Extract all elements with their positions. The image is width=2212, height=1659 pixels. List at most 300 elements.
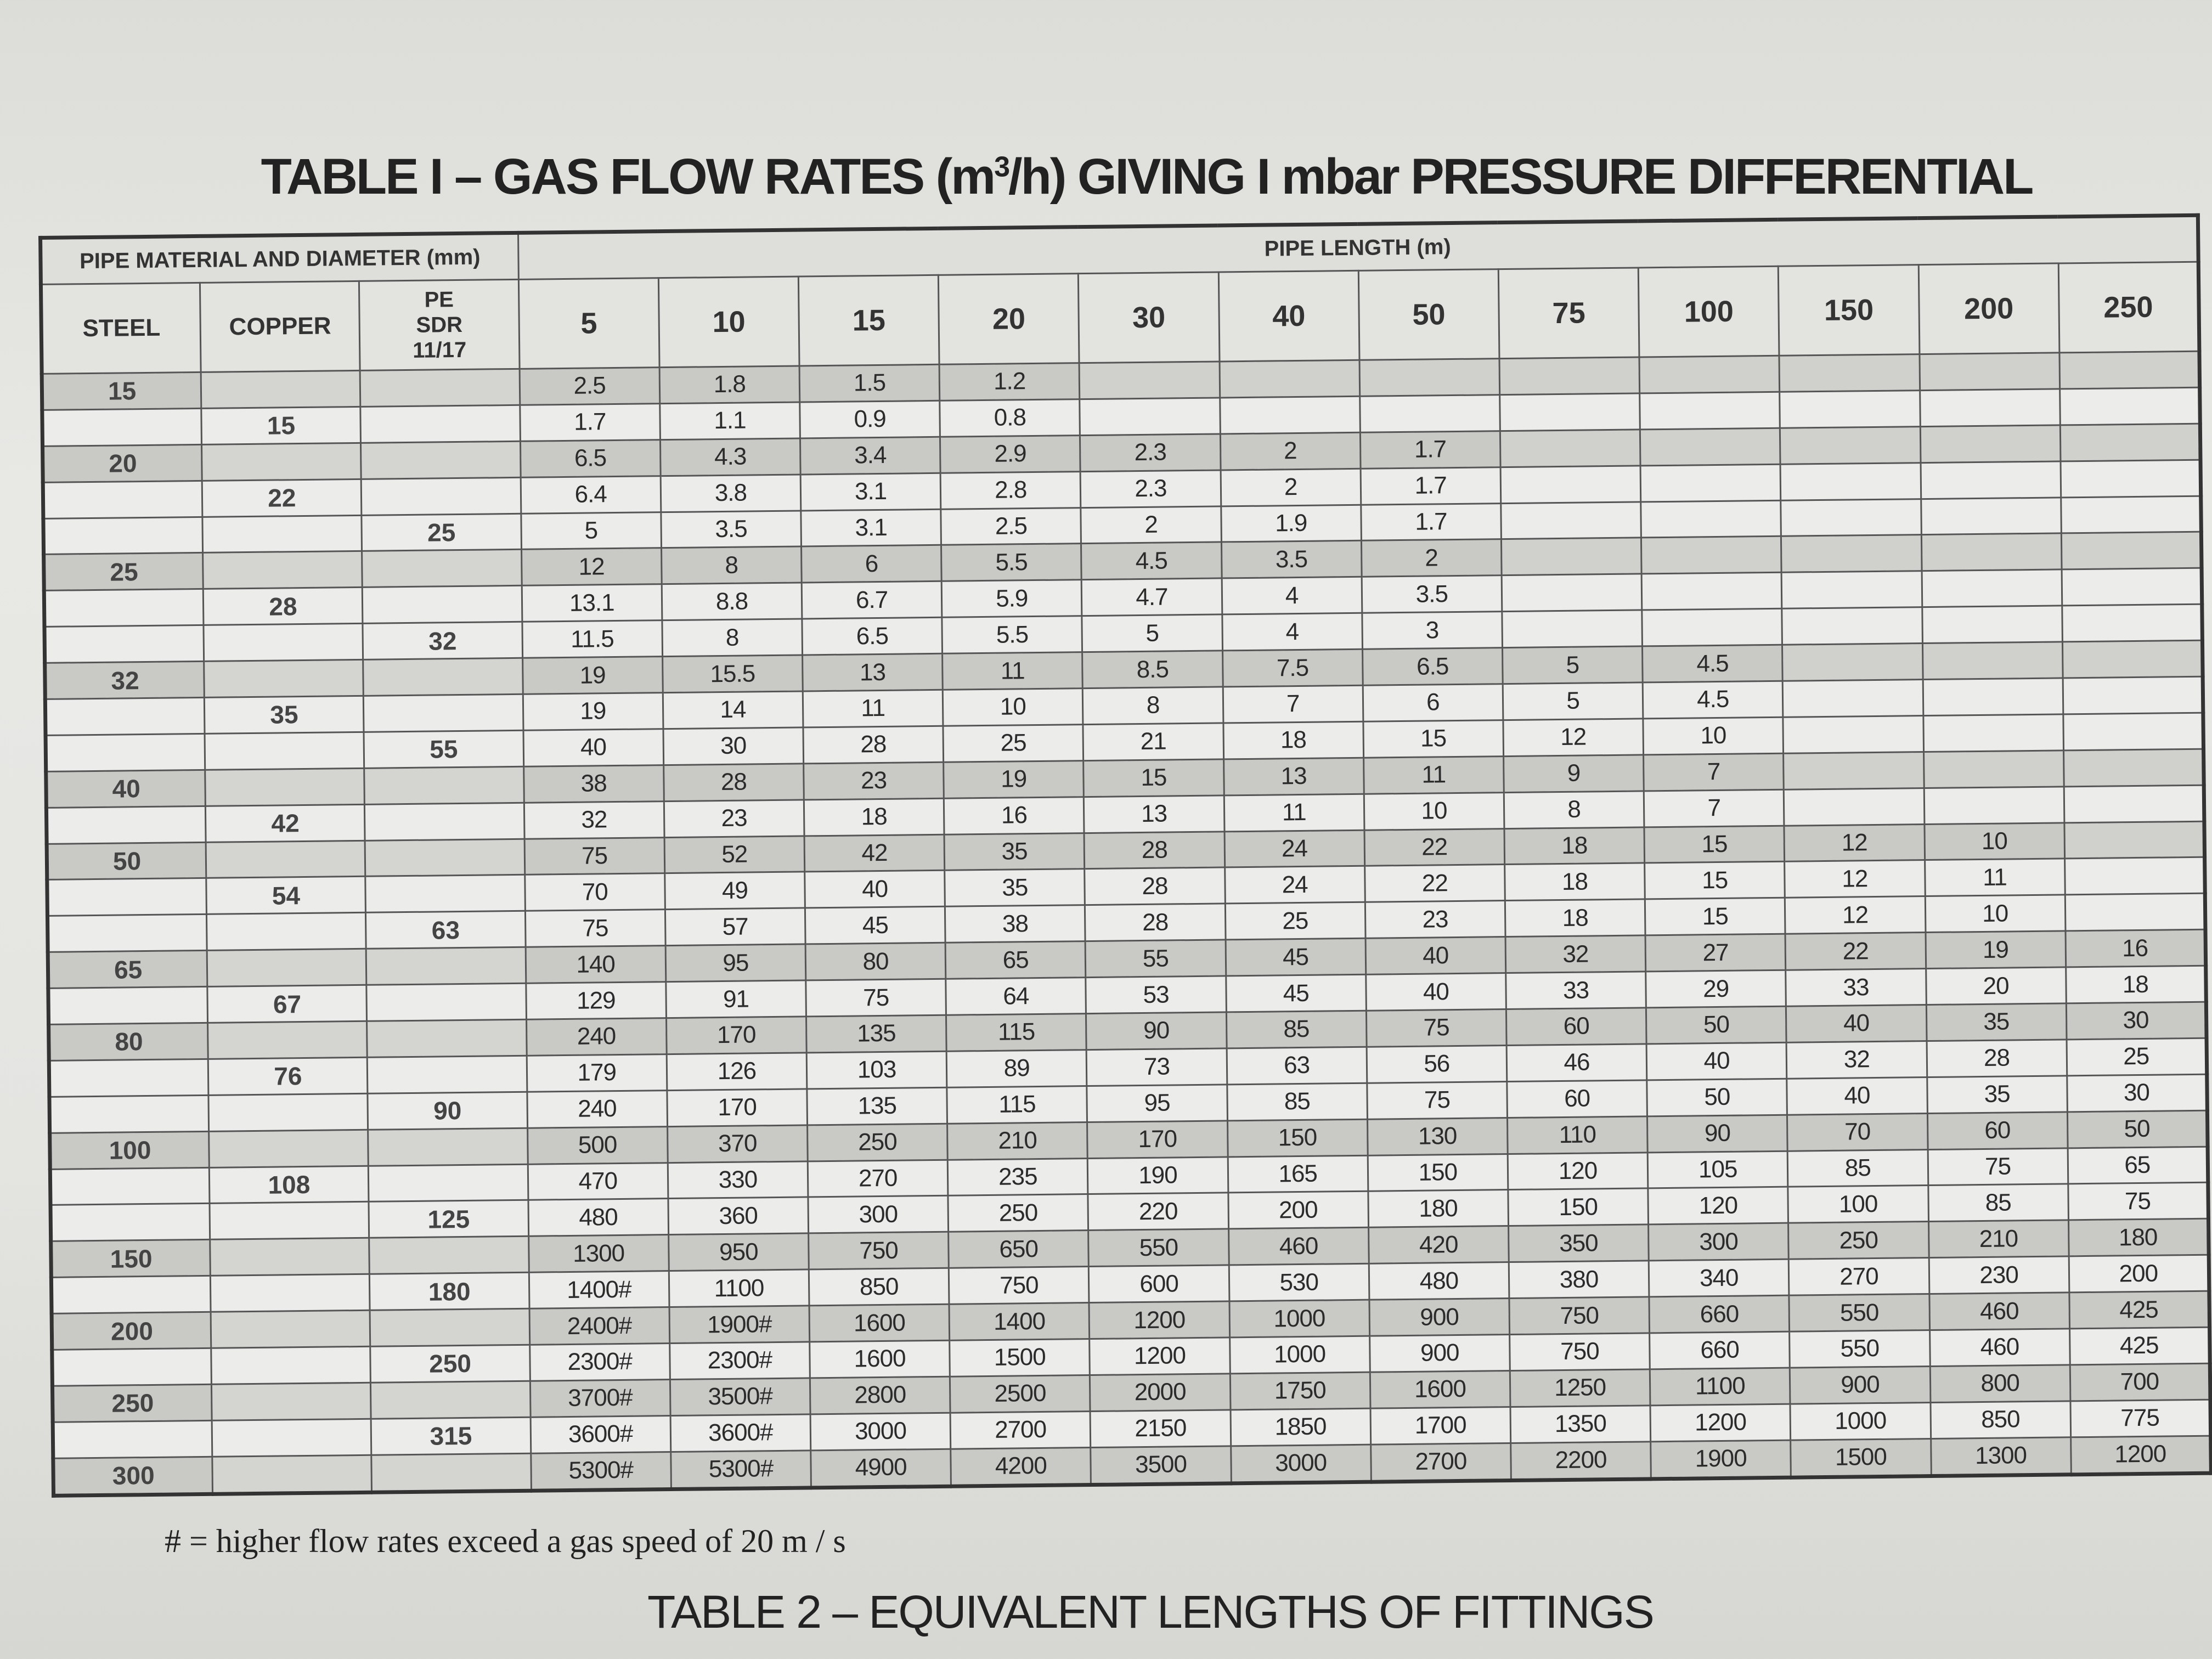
- flow-rate-cell: 180: [2068, 1219, 2209, 1257]
- pe-diameter-cell: [367, 1019, 527, 1057]
- flow-rate-cell: [1499, 357, 1640, 395]
- flow-rate-cell: 330: [668, 1161, 808, 1199]
- flow-rate-cell: 4.5: [1643, 645, 1783, 682]
- steel-diameter-cell: [43, 481, 202, 518]
- flow-rate-cell: 170: [1087, 1121, 1228, 1159]
- flow-rate-cell: 90: [1086, 1012, 1227, 1050]
- flow-rate-cell: 32: [524, 801, 664, 839]
- flow-rate-cell: 1750: [1230, 1372, 1370, 1410]
- length-header-100m: 100: [1638, 266, 1779, 357]
- flow-rate-cell: [1923, 714, 2063, 752]
- flow-rate-cell: 33: [1786, 969, 1926, 1007]
- flow-rate-cell: 115: [947, 1086, 1087, 1124]
- flow-rate-cell: 55: [1085, 940, 1226, 978]
- steel-diameter-cell: 15: [42, 372, 201, 410]
- copper-diameter-cell: 15: [201, 407, 361, 444]
- steel-diameter-cell: [51, 1276, 211, 1314]
- flow-rate-cell: 180: [1368, 1190, 1509, 1228]
- steel-diameter-cell: 200: [52, 1312, 211, 1350]
- flow-rate-cell: 60: [1507, 1080, 1647, 1118]
- flow-rate-cell: 6.5: [802, 618, 943, 656]
- flow-rate-cell: [1780, 426, 1921, 464]
- flow-rate-cell: [1500, 466, 1641, 504]
- flow-rate-cell: 22: [1785, 933, 1926, 970]
- flow-rate-cell: 1850: [1231, 1408, 1371, 1446]
- flow-rate-cell: [2059, 387, 2200, 425]
- flow-rate-cell: 3.4: [800, 437, 940, 475]
- copper-diameter-cell: [211, 1310, 370, 1348]
- flow-rate-cell: [1782, 607, 1922, 645]
- flow-rate-cell: [1922, 569, 2062, 607]
- flow-rate-cell: 2: [1220, 432, 1361, 470]
- flow-rate-cell: [1780, 390, 1920, 428]
- flow-rate-cell: 1.2: [939, 363, 1080, 401]
- flow-rate-cell: 1.5: [799, 364, 940, 402]
- flow-rate-cell: 950: [668, 1233, 809, 1271]
- flow-rate-cell: [1640, 464, 1781, 502]
- flow-rate-cell: 28: [1085, 867, 1225, 905]
- pe-diameter-cell: [369, 1237, 529, 1274]
- flow-rate-cell: [1639, 356, 1780, 393]
- flow-rate-cell: 32: [1786, 1041, 1927, 1079]
- pe-diameter-cell: [365, 803, 524, 840]
- copper-diameter-cell: 108: [210, 1166, 369, 1204]
- flow-rate-cell: 750: [1510, 1333, 1650, 1371]
- flow-rate-cell: 33: [1506, 972, 1646, 1009]
- flow-rate-cell: [1640, 428, 1780, 466]
- flow-rate-cell: 2300#: [529, 1344, 670, 1381]
- flow-rate-cell: 12: [1784, 824, 1925, 862]
- flow-rate-cell: [1641, 573, 1782, 611]
- flow-rate-cell: 3.1: [800, 473, 941, 511]
- flow-rate-cell: 3000: [810, 1413, 951, 1451]
- flow-rate-cell: [1359, 395, 1500, 433]
- flow-rate-cell: 8.5: [1082, 651, 1223, 689]
- flow-rate-cell: 18: [1505, 863, 1645, 901]
- flow-rate-cell: 1.7: [1361, 503, 1502, 541]
- flow-rate-cell: 850: [1930, 1401, 2070, 1439]
- steel-diameter-cell: 25: [44, 553, 204, 591]
- flow-rate-cell: [1920, 425, 2061, 463]
- flow-rate-cell: 5300#: [671, 1451, 811, 1489]
- flow-rate-cell: 2.3: [1080, 470, 1221, 508]
- flow-rate-cell: 550: [1088, 1229, 1229, 1267]
- steel-diameter-cell: [47, 878, 207, 916]
- flow-rate-cell: [1921, 533, 2062, 571]
- pe-diameter-cell: [368, 1056, 527, 1093]
- flow-rate-cell: 210: [1928, 1220, 2069, 1258]
- steel-diameter-cell: [53, 1420, 212, 1458]
- flow-rate-cell: 2400#: [529, 1307, 670, 1345]
- flow-rate-cell: 4.3: [660, 438, 800, 476]
- flow-rate-cell: 5: [521, 512, 661, 550]
- flow-rate-cell: [1501, 502, 1641, 540]
- flow-rate-cell: 85: [1227, 1083, 1367, 1121]
- flow-rate-cell: 530: [1229, 1263, 1369, 1301]
- flow-rate-cell: 12: [1503, 719, 1644, 757]
- flow-rate-cell: 1000: [1229, 1336, 1370, 1374]
- flow-rate-cell: 425: [2069, 1291, 2210, 1329]
- flow-rate-cell: 550: [1789, 1294, 1929, 1332]
- flow-rate-cell: 45: [1226, 938, 1366, 976]
- flow-rate-cell: 19: [523, 693, 663, 731]
- flow-rate-cell: 350: [1508, 1224, 1649, 1262]
- flow-rate-cell: 480: [528, 1199, 669, 1237]
- flow-rate-cell: 2.8: [940, 471, 1081, 509]
- steel-diameter-cell: [42, 408, 202, 446]
- flow-rate-cell: 40: [1787, 1077, 1927, 1115]
- flow-rate-cell: 46: [1506, 1044, 1647, 1082]
- flow-rate-cell: 11: [1363, 756, 1504, 794]
- pe-diameter-cell: [362, 477, 521, 515]
- flow-rate-cell: 1.7: [1360, 431, 1500, 469]
- flow-rate-cell: [1359, 359, 1500, 397]
- flow-rate-cell: 11.5: [522, 620, 663, 658]
- pe-diameter-cell: [364, 766, 524, 804]
- flow-rate-cell: 30: [663, 727, 804, 765]
- flow-rate-cell: 2500: [950, 1375, 1091, 1413]
- flow-rate-cell: 3.5: [661, 511, 802, 549]
- flow-rate-cell: 13.1: [522, 584, 662, 622]
- flow-rate-cell: 1500: [1791, 1438, 1931, 1477]
- length-header-50m: 50: [1358, 269, 1499, 360]
- flow-rate-cell: 1300: [1931, 1437, 2071, 1476]
- flow-rate-cell: 190: [1088, 1156, 1228, 1194]
- flow-rate-cell: 1.8: [659, 366, 800, 404]
- steel-column-header: STEEL: [41, 283, 201, 374]
- flow-rate-cell: [1642, 608, 1782, 646]
- flow-rate-cell: 4200: [951, 1447, 1091, 1486]
- flow-rate-cell: [2061, 532, 2202, 570]
- flow-rate-cell: 550: [1790, 1330, 1930, 1368]
- pe-diameter-cell: [363, 586, 522, 624]
- flow-rate-table-container: [38, 213, 2212, 1498]
- flow-rate-cell: 300: [808, 1196, 949, 1234]
- flow-rate-cell: 1000: [1229, 1300, 1370, 1338]
- pe-diameter-cell: 125: [369, 1200, 528, 1238]
- flow-rate-cell: 235: [947, 1158, 1088, 1196]
- flow-rate-cell: 8: [662, 619, 803, 657]
- flow-rate-cell: 75: [2068, 1183, 2208, 1221]
- flow-rate-cell: 600: [1089, 1265, 1229, 1303]
- flow-rate-cell: 4: [1222, 577, 1362, 615]
- flow-rate-cell: [1923, 678, 2063, 716]
- flow-rate-cell: 7.5: [1222, 649, 1363, 687]
- flow-rate-cell: 750: [1509, 1297, 1650, 1335]
- sdr-label: SDR: [416, 312, 463, 337]
- flow-rate-cell: 750: [809, 1232, 949, 1270]
- flow-rate-cell: 12: [1785, 896, 1926, 934]
- flow-rate-cell: 470: [528, 1163, 668, 1200]
- steel-diameter-cell: 300: [53, 1457, 213, 1496]
- length-header-10m: 10: [658, 276, 799, 368]
- pe-diameter-cell: [365, 839, 524, 877]
- flow-rate-cell: 11: [943, 652, 1083, 690]
- flow-rate-cell: [1921, 497, 2061, 535]
- flow-rate-cell: 3: [1362, 612, 1503, 650]
- flow-rate-cell: 23: [664, 800, 804, 838]
- flow-rate-cell: [1501, 538, 1641, 575]
- flow-rate-cell: 65: [945, 941, 1086, 979]
- flow-rate-cell: [1500, 430, 1640, 467]
- pe-diameter-cell: 180: [370, 1273, 529, 1311]
- flow-rate-cell: 70: [1787, 1113, 1928, 1151]
- flow-rate-cell: 1600: [810, 1340, 950, 1378]
- flow-rate-cell: 2: [1221, 469, 1361, 506]
- flow-rate-cell: 28: [1084, 832, 1224, 870]
- flow-rate-cell: 6.4: [521, 476, 661, 514]
- copper-diameter-cell: 28: [203, 588, 363, 625]
- flow-rate-cell: 1250: [1510, 1369, 1650, 1407]
- flow-rate-cell: 170: [666, 1017, 806, 1054]
- flow-rate-cell: 1.7: [520, 404, 660, 442]
- flow-rate-cell: [1784, 788, 1925, 826]
- flow-rate-cell: 13: [1084, 795, 1224, 833]
- flow-rate-cell: 3600#: [531, 1415, 671, 1453]
- flow-rate-cell: 28: [663, 764, 804, 802]
- flow-rate-cell: 15: [1084, 759, 1224, 797]
- steel-diameter-cell: [50, 1204, 210, 1242]
- flow-rate-cell: 38: [945, 905, 1086, 943]
- length-header-75m: 75: [1498, 268, 1639, 359]
- flow-rate-cell: [1924, 787, 2064, 825]
- flow-rate-cell: 25: [2067, 1038, 2207, 1076]
- flow-rate-cell: 900: [1790, 1366, 1931, 1404]
- flow-rate-cell: 52: [664, 836, 805, 874]
- flow-rate-cell: 700: [2070, 1363, 2210, 1401]
- flow-rate-cell: 850: [809, 1268, 949, 1306]
- flow-rate-cell: 115: [946, 1014, 1087, 1052]
- flow-rate-cell: 75: [524, 837, 665, 875]
- copper-diameter-cell: 54: [206, 877, 366, 915]
- flow-rate-cell: [1641, 500, 1781, 538]
- flow-rate-cell: [1641, 537, 1782, 574]
- pe-diameter-cell: 63: [366, 911, 526, 949]
- flow-rate-cell: 15: [1363, 720, 1504, 758]
- pe-diameter-cell: 90: [368, 1092, 527, 1130]
- flow-rate-cell: 135: [806, 1015, 946, 1053]
- flow-rate-cell: 1100: [1650, 1368, 1790, 1406]
- steel-diameter-cell: 40: [46, 770, 206, 808]
- flow-rate-cell: 15: [1645, 898, 1785, 936]
- flow-rate-cell: 3600#: [670, 1414, 811, 1452]
- copper-diameter-cell: [208, 1093, 368, 1131]
- flow-rate-cell: 340: [1649, 1259, 1789, 1297]
- flow-rate-cell: 2: [1081, 506, 1221, 544]
- flow-rate-cell: 9: [1504, 755, 1644, 793]
- flow-rate-cell: 1600: [1370, 1370, 1510, 1408]
- steel-diameter-cell: 65: [48, 951, 207, 989]
- copper-diameter-cell: [208, 1021, 368, 1059]
- flow-rate-cell: 1300: [528, 1235, 669, 1273]
- flow-rate-cell: 2.3: [1080, 434, 1221, 472]
- flow-rate-cell: 16: [944, 797, 1085, 834]
- pe-diameter-cell: [368, 1128, 528, 1166]
- copper-column-header: COPPER: [200, 281, 360, 372]
- flow-rate-cell: 95: [665, 944, 806, 982]
- flow-rate-cell: 11: [1925, 859, 2065, 896]
- steel-diameter-cell: 150: [51, 1240, 211, 1278]
- flow-rate-cell: 45: [805, 907, 945, 945]
- flow-rate-cell: [1922, 642, 2063, 680]
- flow-rate-cell: 8: [661, 546, 802, 584]
- flow-rate-cell: 8.8: [662, 583, 802, 620]
- flow-rate-cell: 210: [947, 1122, 1088, 1160]
- flow-rate-cell: 250: [948, 1194, 1088, 1232]
- flow-rate-cell: 4900: [811, 1449, 951, 1488]
- copper-diameter-cell: [212, 1383, 371, 1420]
- flow-rate-cell: 38: [523, 765, 664, 803]
- flow-rate-cell: 250: [1788, 1222, 1929, 1260]
- steel-diameter-cell: [49, 1095, 209, 1133]
- flow-rate-cell: 8: [1083, 687, 1223, 725]
- flow-rate-cell: [1220, 396, 1360, 434]
- flow-rate-cell: 0.9: [800, 400, 940, 438]
- flow-rate-cell: [1220, 360, 1360, 398]
- flow-rate-cell: [2060, 424, 2200, 461]
- flow-rate-cell: 63: [1227, 1047, 1367, 1085]
- flow-rate-cell: 28: [1927, 1040, 2067, 1077]
- flow-rate-cell: 8: [1504, 791, 1644, 829]
- flow-rate-cell: 91: [666, 980, 806, 1018]
- flow-rate-cell: 2700: [950, 1411, 1091, 1449]
- steel-diameter-cell: [47, 915, 207, 952]
- flow-rate-cell: 240: [526, 1018, 667, 1056]
- flow-rate-cell: 1100: [669, 1269, 809, 1307]
- flow-rate-cell: 3.5: [1362, 575, 1502, 613]
- steel-diameter-cell: [45, 697, 205, 735]
- flow-rate-cell: 19: [944, 760, 1084, 798]
- flow-rate-cell: 2.9: [940, 435, 1081, 473]
- flow-rate-cell: 480: [1369, 1262, 1509, 1300]
- flow-rate-cell: [1782, 644, 1923, 681]
- flow-rate-cell: 19: [522, 657, 663, 695]
- steel-diameter-cell: [48, 986, 208, 1024]
- flow-rate-cell: 6.5: [1362, 648, 1503, 686]
- steel-diameter-cell: [43, 517, 203, 555]
- flow-rate-cell: 2200: [1511, 1442, 1651, 1481]
- flow-rate-cell: 150: [1368, 1154, 1508, 1192]
- flow-rate-cell: 12: [521, 548, 662, 586]
- flow-rate-cell: [2061, 496, 2201, 534]
- flow-rate-cell: 660: [1650, 1331, 1790, 1369]
- flow-rate-cell: 5: [1082, 614, 1222, 652]
- length-header-200m: 200: [1918, 263, 2059, 354]
- flow-rate-cell: 5.5: [942, 616, 1082, 654]
- pe-diameter-cell: 32: [363, 622, 522, 660]
- pe-diameter-cell: 55: [364, 730, 523, 768]
- steel-diameter-cell: [46, 806, 206, 844]
- flow-rate-cell: 14: [663, 691, 803, 729]
- flow-rate-table: [38, 213, 2212, 1498]
- flow-rate-cell: 1200: [1650, 1404, 1791, 1442]
- copper-diameter-cell: 22: [202, 479, 362, 517]
- flow-rate-cell: 7: [1644, 753, 1784, 791]
- flow-rate-cell: 60: [1927, 1112, 2068, 1150]
- copper-diameter-cell: [205, 768, 365, 806]
- flow-rate-cell: 64: [946, 978, 1086, 1015]
- flow-rate-cell: 4.5: [1081, 542, 1222, 580]
- flow-rate-cell: 49: [665, 872, 805, 910]
- flow-rate-cell: 130: [1367, 1118, 1508, 1155]
- flow-rate-cell: 10: [1643, 717, 1784, 755]
- pipe-length-header: PIPE LENGTH (m): [518, 215, 2198, 279]
- flow-rate-cell: 179: [527, 1054, 667, 1092]
- copper-diameter-cell: [207, 913, 366, 951]
- flow-rate-cell: 5.9: [941, 580, 1082, 618]
- flow-rate-cell: 13: [803, 653, 943, 691]
- copper-diameter-cell: [209, 1130, 369, 1167]
- copper-diameter-cell: [202, 443, 362, 481]
- flow-rate-cell: 165: [1228, 1155, 1368, 1193]
- flow-rate-cell: 270: [1789, 1258, 1929, 1296]
- flow-rate-cell: 5300#: [531, 1452, 671, 1491]
- pe-diameter-cell: [371, 1381, 531, 1419]
- steel-diameter-cell: [46, 733, 205, 771]
- flow-rate-cell: 1200: [1089, 1301, 1229, 1339]
- flow-rate-cell: 24: [1224, 830, 1365, 868]
- copper-diameter-cell: [210, 1202, 369, 1240]
- flow-rate-cell: 380: [1509, 1261, 1649, 1299]
- steel-diameter-cell: 100: [50, 1131, 210, 1169]
- flow-rate-cell: 460: [1929, 1329, 2070, 1367]
- flow-rate-cell: 5: [1502, 646, 1643, 684]
- flow-rate-cell: 1400#: [529, 1271, 669, 1309]
- flow-rate-cell: 900: [1369, 1299, 1510, 1336]
- flow-rate-cell: 16: [2066, 929, 2206, 967]
- pe-diameter-cell: [371, 1453, 531, 1492]
- copper-diameter-cell: [201, 370, 360, 408]
- flow-rate-cell: 230: [1929, 1256, 2069, 1294]
- flow-rate-cell: 650: [949, 1231, 1089, 1268]
- length-header-30m: 30: [1079, 272, 1220, 363]
- flow-rate-cell: [1779, 354, 1920, 392]
- flow-rate-cell: 4.7: [1082, 578, 1222, 616]
- sdr-range-label: 11/17: [413, 337, 467, 363]
- flow-rate-cell: 35: [1926, 1003, 2067, 1041]
- flow-rate-cell: 10: [1925, 895, 2066, 933]
- flow-rate-cell: 420: [1368, 1226, 1509, 1264]
- flow-rate-cell: 220: [1088, 1193, 1228, 1231]
- flow-rate-cell: [2062, 568, 2202, 606]
- flow-rate-cell: 50: [2067, 1110, 2208, 1148]
- flow-rate-cell: 75: [806, 979, 946, 1017]
- flow-rate-cell: 1900#: [669, 1306, 810, 1344]
- flow-rate-cell: 270: [808, 1160, 948, 1198]
- flow-rate-cell: 42: [804, 834, 945, 872]
- flow-rate-cell: 460: [1228, 1228, 1369, 1266]
- flow-rate-cell: 80: [805, 943, 946, 981]
- title-prefix: TABLE I – GAS FLOW RATES (m: [261, 149, 995, 205]
- steel-diameter-cell: [44, 589, 204, 627]
- flow-rate-cell: 3.8: [661, 475, 801, 512]
- flow-rate-cell: [1781, 499, 1921, 537]
- flow-rate-cell: 35: [1927, 1076, 2067, 1114]
- flow-rate-cell: 1700: [1370, 1407, 1511, 1444]
- length-header-20m: 20: [939, 274, 1080, 365]
- pe-diameter-cell: 250: [370, 1345, 530, 1383]
- flow-rate-cell: 24: [1224, 866, 1365, 904]
- flow-rate-cell: [1079, 362, 1220, 399]
- flow-rate-cell: 360: [668, 1197, 809, 1235]
- flow-rate-cell: 19: [1925, 931, 2066, 969]
- flow-rate-cell: 90: [1647, 1115, 1788, 1153]
- flow-rate-cell: 2.5: [941, 507, 1081, 545]
- flow-rate-cell: 30: [2066, 1002, 2207, 1040]
- flow-rate-cell: [1783, 715, 1923, 753]
- flow-rate-cell: 85: [1226, 1011, 1367, 1048]
- flow-rate-cell: 18: [1504, 827, 1645, 865]
